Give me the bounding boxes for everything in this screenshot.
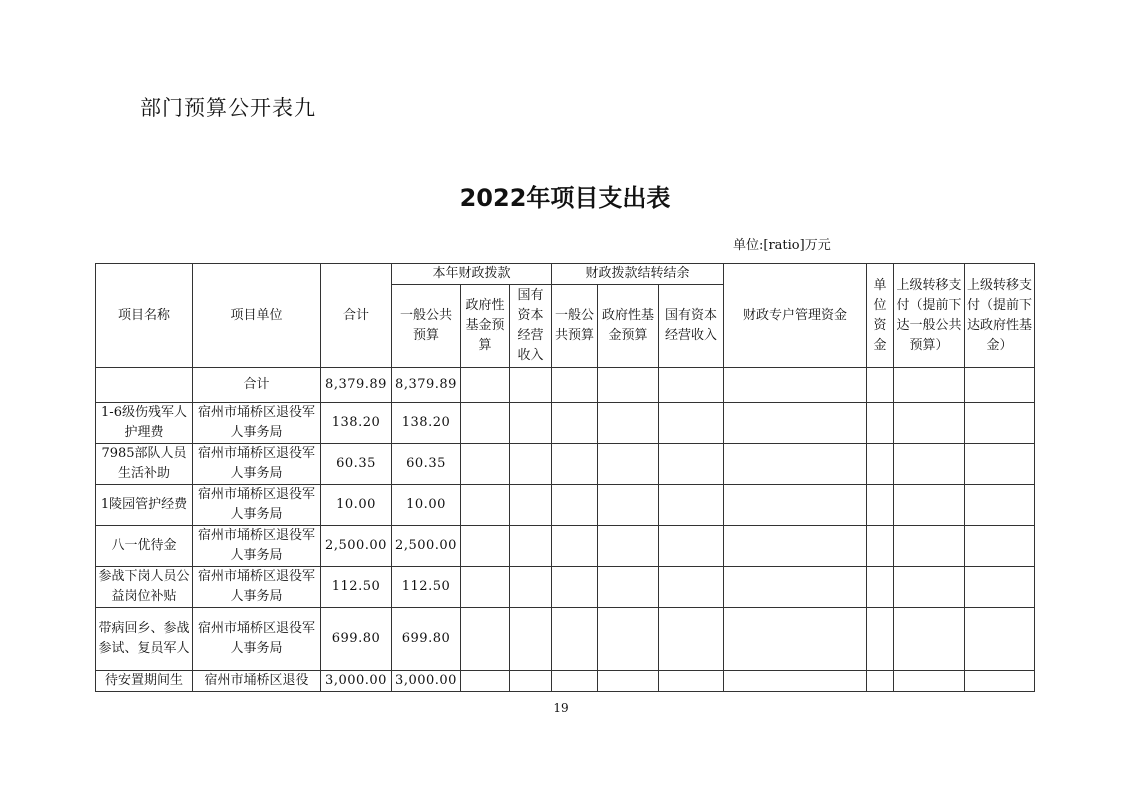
total-row (96, 368, 1035, 403)
row-project-name: 1陵园管护经费 (96, 485, 193, 526)
header-special-fund: 财政专户管理资金 (724, 264, 867, 368)
table-row (96, 403, 1035, 444)
unit-note: 单位:[ratio]万元 (733, 238, 831, 253)
row-total: 112.50 (321, 567, 392, 608)
header-transfer-gov-fund: 上级转移支付（提前下达政府性基金） (965, 264, 1035, 368)
row-project-unit: 宿州市埇桥区退役 (193, 671, 321, 692)
row-project-name: 7985部队人员生活补助 (96, 444, 193, 485)
table-title: 2022年项目支出表 (459, 184, 671, 212)
header-co-gov-fund: 政府性基金预算 (598, 285, 659, 368)
header-state-capital: 国有资本经营收入 (510, 285, 552, 368)
page-number: 19 (553, 701, 569, 715)
document-label: 部门预算公开表九 (140, 96, 316, 120)
header-transfer-general: 上级转移支付（提前下达一般公共预算） (894, 264, 965, 368)
header-co-state-capital: 国有资本经营收入 (659, 285, 724, 368)
table-row (96, 567, 1035, 608)
project-expenditure-table (95, 263, 1035, 692)
header-co-general: 一般公共预算 (552, 285, 598, 368)
header-general-budget: 一般公共预算 (392, 285, 461, 368)
row-total: 699.80 (321, 608, 392, 671)
row-general: 10.00 (392, 485, 461, 526)
table-row (96, 444, 1035, 485)
row-total: 3,000.00 (321, 671, 392, 692)
row-project-unit: 宿州市埇桥区退役军人事务局 (193, 608, 321, 671)
row-project-name: 带病回乡、参战参试、复员军人 (96, 608, 193, 671)
header-gov-fund: 政府性基金预算 (461, 285, 510, 368)
header-group-current: 本年财政拨款 (392, 264, 552, 285)
table-row (96, 485, 1035, 526)
row-general: 60.35 (392, 444, 461, 485)
total-general: 8,379.89 (392, 368, 461, 403)
total-label: 合计 (193, 368, 321, 403)
row-general: 699.80 (392, 608, 461, 671)
table-row (96, 608, 1035, 671)
row-project-unit: 宿州市埇桥区退役军人事务局 (193, 567, 321, 608)
table-row (96, 671, 1035, 692)
row-project-unit: 宿州市埇桥区退役军人事务局 (193, 403, 321, 444)
total-amount: 8,379.89 (321, 368, 392, 403)
row-general: 2,500.00 (392, 526, 461, 567)
header-unit-fund: 单位资金 (867, 264, 894, 368)
row-total: 2,500.00 (321, 526, 392, 567)
header-total: 合计 (321, 264, 392, 368)
row-project-unit: 宿州市埇桥区退役军人事务局 (193, 526, 321, 567)
row-total: 10.00 (321, 485, 392, 526)
row-general: 138.20 (392, 403, 461, 444)
row-general: 112.50 (392, 567, 461, 608)
table-row (96, 526, 1035, 567)
header-project-name: 项目名称 (96, 264, 193, 368)
row-project-name: 1-6级伤残军人护理费 (96, 403, 193, 444)
header-project-unit: 项目单位 (193, 264, 321, 368)
row-project-name: 八一优待金 (96, 526, 193, 567)
row-total: 138.20 (321, 403, 392, 444)
row-project-unit: 宿州市埇桥区退役军人事务局 (193, 444, 321, 485)
row-project-name: 参战下岗人员公益岗位补贴 (96, 567, 193, 608)
row-project-unit: 宿州市埇桥区退役军人事务局 (193, 485, 321, 526)
row-general: 3,000.00 (392, 671, 461, 692)
header-group-carryover: 财政拨款结转结余 (552, 264, 724, 285)
row-project-name: 待安置期间生 (96, 671, 193, 692)
row-total: 60.35 (321, 444, 392, 485)
